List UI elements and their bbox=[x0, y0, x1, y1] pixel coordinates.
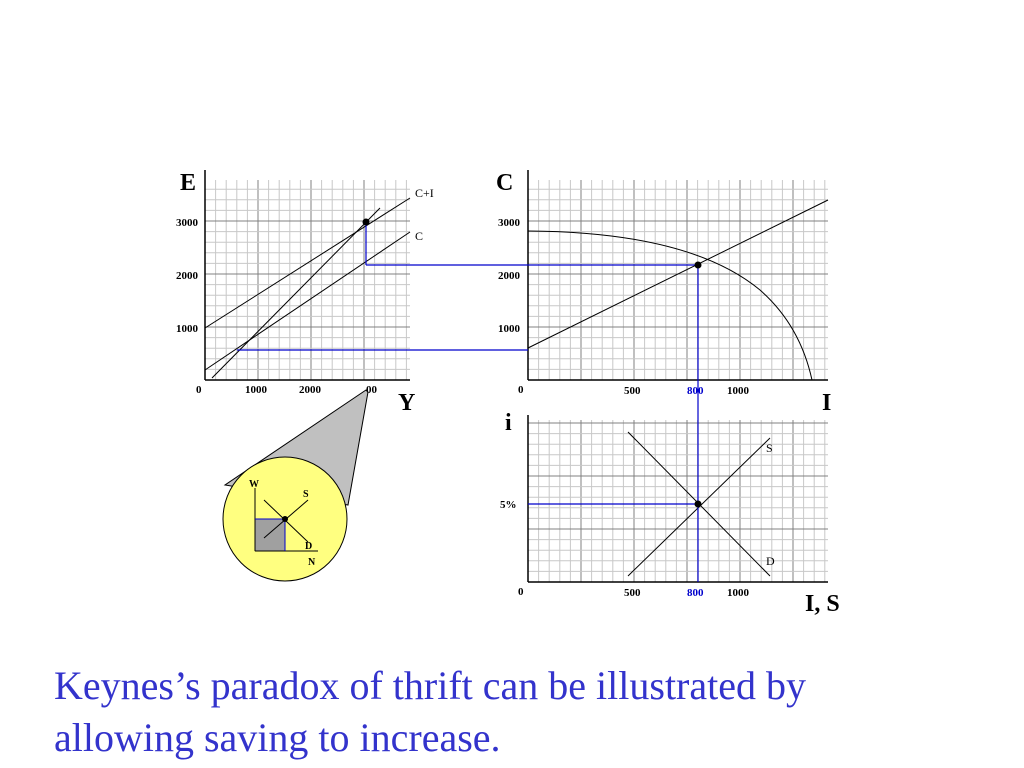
loanable-x-tick-800: 800 bbox=[687, 587, 704, 599]
inset-equilibrium-dot bbox=[282, 516, 288, 522]
loanable-x-tick-0: 0 bbox=[518, 586, 524, 598]
consumption-x-tick-1000: 1000 bbox=[727, 385, 749, 397]
inset-label-d: D bbox=[305, 541, 313, 552]
loanable-x-title: I, S bbox=[805, 591, 840, 617]
loanable-y-tick-5pct: 5% bbox=[500, 499, 517, 511]
consumption-x-tick-500: 500 bbox=[624, 385, 641, 397]
consumption-grid bbox=[528, 180, 828, 380]
consumption-y-tick-1000: 1000 bbox=[498, 323, 520, 335]
expenditure-y-tick-3000: 3000 bbox=[176, 217, 198, 229]
expenditure-x-tick-2000: 2000 bbox=[299, 384, 321, 396]
c-label: C bbox=[415, 229, 424, 243]
c-plus-i-label: C+I bbox=[415, 186, 434, 200]
loanable-funds-grid bbox=[528, 420, 828, 582]
expenditure-x-tick-1000: 1000 bbox=[245, 384, 267, 396]
consumption-x-title: I bbox=[822, 390, 832, 416]
expenditure-equilibrium-dot bbox=[363, 219, 370, 226]
inset-label-w: W bbox=[249, 479, 259, 490]
labor-market-inset bbox=[223, 457, 347, 581]
loanable-equilibrium-dot bbox=[695, 501, 702, 508]
expenditure-y-title: E bbox=[180, 170, 197, 196]
consumption-y-title: C bbox=[496, 170, 514, 196]
loanable-x-tick-1000: 1000 bbox=[727, 587, 749, 599]
expenditure-x-title: Y bbox=[398, 390, 416, 416]
saving-label: S bbox=[766, 441, 773, 455]
consumption-y-tick-3000: 3000 bbox=[498, 217, 520, 229]
loanable-y-title: i bbox=[505, 410, 512, 436]
expenditure-y-tick-1000: 1000 bbox=[176, 323, 198, 335]
consumption-equilibrium-dot bbox=[695, 262, 702, 269]
inset-label-n: N bbox=[308, 557, 316, 568]
inset-label-s: S bbox=[303, 489, 309, 500]
consumption-tick-0: 0 bbox=[518, 384, 524, 396]
consumption-y-tick-2000: 2000 bbox=[498, 270, 520, 282]
consumption-x-tick-800: 800 bbox=[687, 385, 704, 397]
expenditure-y-tick-2000: 2000 bbox=[176, 270, 198, 282]
investment-demand-label: D bbox=[766, 554, 775, 568]
slide-caption: Keynes’s paradox of thrift can be illustrated by allowing saving to increase. bbox=[54, 663, 806, 760]
loanable-x-tick-500: 500 bbox=[624, 587, 641, 599]
expenditure-x-tick-0: 0 bbox=[196, 384, 202, 396]
expenditure-x-tick-partial: 00 bbox=[366, 384, 377, 396]
